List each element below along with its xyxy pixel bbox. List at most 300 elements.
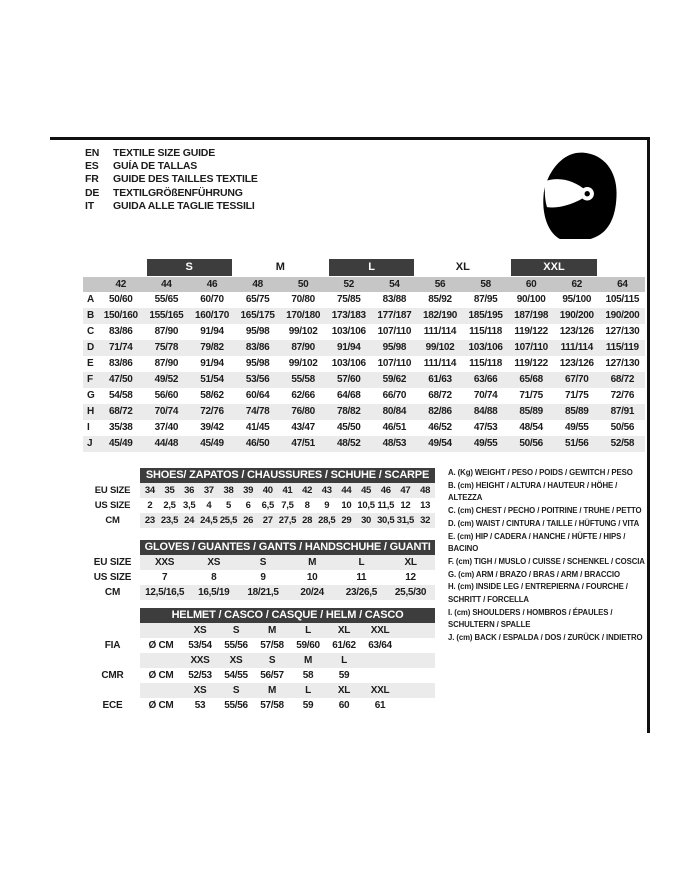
measurement-cell: 72/76 <box>610 390 635 401</box>
measurement-cell: 177/187 <box>372 308 418 324</box>
size-number-cell: 64 <box>600 277 646 292</box>
size-number-cell: 62 <box>554 277 600 292</box>
gloves-row <box>85 555 435 570</box>
filler-cell <box>398 683 435 698</box>
shoes-cell: 24,5 <box>200 515 218 526</box>
shoes-cell: 41 <box>278 483 298 498</box>
helmet-size-label: S <box>218 623 254 638</box>
shoes-cell: 9 <box>324 500 330 511</box>
measurement-cell: 50/60 <box>109 294 133 305</box>
measurement-cell: 58/62 <box>200 390 224 401</box>
measurement-cell: 46/51 <box>382 422 407 433</box>
measurement-cell: 47/51 <box>280 436 326 452</box>
language-code: DE <box>85 186 100 199</box>
shoes-title-row <box>85 468 435 483</box>
measurement-cell: 63/66 <box>463 372 509 388</box>
measurement-cell: 43/47 <box>291 422 315 433</box>
helmet-value-cell: 54/55 <box>224 670 248 681</box>
row-label: H <box>83 404 98 420</box>
measurement-cell: 95/98 <box>245 326 270 337</box>
title-spacer <box>85 540 140 555</box>
legend-item: H. (cm) INSIDE LEG / ENTREPIERNA / FOURCHE / SCHRITT / FORCELLA <box>448 582 628 605</box>
language-title-list <box>85 147 258 213</box>
shoes-cell: 10 <box>341 500 352 511</box>
helmet-icon <box>536 151 620 239</box>
measurement-cell: 64/68 <box>337 390 361 401</box>
language-row <box>85 160 258 173</box>
size-number-cell: 42 <box>98 277 144 292</box>
shoes-cell: 36 <box>179 483 199 498</box>
measurement-cell: 85/89 <box>508 404 554 420</box>
measurement-cell: 68/72 <box>428 390 452 401</box>
language-title: TEXTILGRÖßENFÜHRUNG <box>113 186 243 199</box>
measurement-cell: 46/50 <box>235 436 281 452</box>
shoes-title: SHOES/ ZAPATOS / CHAUSSURES / SCHUHE / SCARPE <box>140 468 435 483</box>
helmet-size-label: L <box>326 653 362 668</box>
helmet-value-cell: 59 <box>302 700 314 711</box>
shoes-cell: 35 <box>160 483 180 498</box>
size-group-row <box>83 258 645 277</box>
measurement-cell: 87/90 <box>154 358 179 369</box>
measurement-cell: 95/100 <box>562 294 592 305</box>
measurement-cell: 170/180 <box>280 308 326 324</box>
helmet-value-cell: 57/58 <box>260 640 284 651</box>
gloves-cell: 20/24 <box>288 585 337 600</box>
shoes-cell: 46 <box>376 483 396 498</box>
measurement-cell: 84/88 <box>463 404 509 420</box>
language-row <box>85 187 258 200</box>
group-spacer <box>600 258 646 277</box>
gloves-cell: 8 <box>211 572 217 583</box>
measurement-cell: 127/130 <box>605 358 640 369</box>
helmet-size-label: S <box>218 683 254 698</box>
measurement-row <box>83 324 645 340</box>
helmet-value-cell: 59 <box>338 670 350 681</box>
measurement-cell: 115/119 <box>600 340 646 356</box>
shoes-cell: 27,5 <box>278 515 297 526</box>
gloves-cell: 25,5/30 <box>386 585 435 600</box>
row-label: EU SIZE <box>94 485 131 496</box>
shoes-cell: 34 <box>140 483 160 498</box>
row-label: F <box>83 372 98 388</box>
helmet-size-label: S <box>254 653 290 668</box>
size-number-cell: 44 <box>144 277 190 292</box>
gloves-cell: 11 <box>356 572 367 583</box>
measurement-cell: 65/68 <box>508 372 554 388</box>
gloves-cell: XL <box>386 555 435 570</box>
measurement-cell: 91/94 <box>200 358 224 369</box>
language-row <box>85 200 258 213</box>
measurement-cell: 68/72 <box>600 372 646 388</box>
language-code: IT <box>85 199 94 212</box>
shoes-cell: 40 <box>258 483 278 498</box>
measurement-cell: 70/80 <box>291 294 315 305</box>
shoes-cell: 4 <box>206 500 212 511</box>
row-label: CMR <box>101 670 124 681</box>
row-label: ECE <box>102 700 123 711</box>
measurement-cell: 187/198 <box>508 308 554 324</box>
language-title: GUIDA ALLE TAGLIE TESSILI <box>113 199 255 212</box>
measurement-cell: 123/126 <box>559 326 594 337</box>
measurement-cell: 52/58 <box>600 436 646 452</box>
measurement-cell: 41/45 <box>245 422 270 433</box>
measurement-cell: 61/63 <box>417 372 463 388</box>
gloves-cell: XS <box>189 555 238 570</box>
measurement-cell: 37/40 <box>154 422 179 433</box>
helmet-value-cell: 61 <box>374 700 386 711</box>
measurement-cell: 155/165 <box>144 308 190 324</box>
gloves-cell: 12,5/16,5 <box>140 585 189 600</box>
gloves-title: GLOVES / GUANTES / GANTS / HANDSCHUHE / GUANTI <box>140 540 435 555</box>
measurement-cell: 55/58 <box>280 372 326 388</box>
measurement-cell: 87/91 <box>600 404 646 420</box>
gloves-cell: M <box>288 555 337 570</box>
gloves-cell: S <box>238 555 287 570</box>
shoes-cell: 39 <box>238 483 258 498</box>
shoes-cell: 27 <box>258 513 278 528</box>
measurement-cell: 79/82 <box>189 340 235 356</box>
measurement-cell: 65/75 <box>245 294 270 305</box>
measurement-cell: 83/86 <box>109 358 133 369</box>
unit-label: Ø CM <box>148 700 174 711</box>
measurement-cell: 99/102 <box>288 326 318 337</box>
helmet-value-cell: 55/56 <box>224 640 248 651</box>
measurement-cell: 67/70 <box>554 372 600 388</box>
helmet-value-cell: 55/56 <box>224 700 248 711</box>
measurement-cell: 51/56 <box>554 436 600 452</box>
row-label: A <box>87 294 94 305</box>
shoes-cell: 28,5 <box>318 515 336 526</box>
measurement-cell: 56/60 <box>154 390 179 401</box>
gloves-size-table <box>85 540 435 600</box>
helmet-value-cell: 58 <box>302 670 314 681</box>
row-label: I <box>87 422 90 433</box>
measurement-cell: 111/114 <box>423 326 457 337</box>
language-row <box>85 173 258 186</box>
measurement-cell: 75/78 <box>144 340 190 356</box>
measurement-cell: 80/84 <box>372 404 418 420</box>
helmet-size-label: L <box>290 623 326 638</box>
helmet-size-label: M <box>254 623 290 638</box>
helmet-value-row <box>85 698 435 713</box>
shoes-cell: 32 <box>415 513 435 528</box>
row-label: C <box>87 326 94 337</box>
language-title: TEXTILE SIZE GUIDE <box>113 147 215 159</box>
shoes-row <box>85 513 435 528</box>
measurement-cell: 87/95 <box>473 294 498 305</box>
measurement-cell: 46/52 <box>428 422 452 433</box>
row-label <box>85 653 140 668</box>
helmet-value-cell: 56/57 <box>260 670 284 681</box>
helmet-title: HELMET / CASCO / CASQUE / HELM / CASCO <box>140 608 435 623</box>
measurement-row <box>83 356 645 372</box>
legend-item: C. (cm) CHEST / PECHO / POITRINE / TRUHE / PETTO <box>448 506 642 516</box>
measurement-cell: 49/52 <box>144 372 190 388</box>
measurement-cell: 111/114 <box>423 358 457 369</box>
row-label: EU SIZE <box>93 557 132 568</box>
helmet-size-label: L <box>290 683 326 698</box>
title-spacer <box>85 608 140 623</box>
size-group-label: XL <box>455 261 470 273</box>
gloves-cell: 16,5/19 <box>189 585 238 600</box>
row-label: D <box>83 340 98 356</box>
size-group-label: XXL <box>511 259 596 276</box>
helmet-size-label: XXL <box>362 623 398 638</box>
language-title: GUÍA DE TALLAS <box>113 160 198 173</box>
measurement-cell: 165/175 <box>235 308 281 324</box>
measurement-cell: 91/94 <box>200 326 224 337</box>
shoes-cell: 6,5 <box>261 500 274 511</box>
legend-item: G. (cm) ARM / BRAZO / BRAS / ARM / BRACCIO <box>448 569 620 579</box>
gloves-title-row <box>85 540 435 555</box>
shoes-cell: 23,5 <box>160 515 179 526</box>
measurement-cell: 173/183 <box>326 308 372 324</box>
measurement-legend <box>448 467 653 645</box>
measurement-row <box>83 340 645 356</box>
measurement-cell: 99/102 <box>288 358 318 369</box>
measurement-cell: 90/100 <box>516 294 546 305</box>
size-number-cell: 56 <box>417 277 463 292</box>
shoes-row <box>85 483 435 498</box>
measurement-cell: 48/53 <box>372 436 418 452</box>
measurement-cell: 47/53 <box>473 422 498 433</box>
legend-item: D. (cm) WAIST / CINTURA / TAILLE / HÜFTUNG / VITA <box>448 518 640 528</box>
measurement-row <box>83 308 645 324</box>
measurement-cell: 62/66 <box>291 390 315 401</box>
measurement-cell: 60/70 <box>200 294 224 305</box>
measurement-cell: 82/86 <box>417 404 463 420</box>
size-number-cell: 46 <box>189 277 235 292</box>
helmet-value-cell: 59/60 <box>296 640 320 651</box>
gloves-cell: XXS <box>140 555 189 570</box>
shoes-cell: 45 <box>356 483 376 498</box>
helmet-size-label: XL <box>326 623 362 638</box>
measurement-row <box>83 404 645 420</box>
filler-cell <box>398 653 435 668</box>
measurement-cell: 75/85 <box>337 294 361 305</box>
measurement-cell: 83/86 <box>109 326 133 337</box>
unit-spacer <box>140 623 182 638</box>
unit-label: Ø CM <box>148 640 174 651</box>
helmet-size-label: M <box>254 683 290 698</box>
frame-top-border <box>50 137 650 140</box>
legend-item: F. (cm) TIGH / MUSLO / CUISSE / SCHENKEL / COSCIA <box>448 556 645 566</box>
helmet-value-cell: 60 <box>338 700 350 711</box>
measurement-cell: 45/49 <box>189 436 235 452</box>
title-spacer <box>85 468 140 483</box>
unit-spacer <box>140 653 182 668</box>
shoes-cell: 24 <box>179 513 199 528</box>
gloves-cell: 12 <box>405 572 416 583</box>
helmet-size-label-row <box>85 683 435 698</box>
legend-item: E. (cm) HIP / CADERA / HANCHE / HÜFTE / HIPS / BACINO <box>448 531 626 554</box>
helmet-size-table <box>85 608 435 713</box>
measurement-cell: 59/62 <box>372 372 418 388</box>
size-number-cell: 54 <box>372 277 418 292</box>
measurement-cell: 57/60 <box>326 372 372 388</box>
measurement-cell: 70/74 <box>144 404 190 420</box>
measurement-cell: 83/86 <box>235 340 281 356</box>
size-number-cell: 60 <box>508 277 554 292</box>
helmet-size-label: M <box>290 653 326 668</box>
helmet-size-label: XS <box>182 623 218 638</box>
measurement-cell: 150/160 <box>98 308 144 324</box>
measurement-cell: 103/106 <box>331 358 366 369</box>
row-label: B <box>83 308 98 324</box>
gloves-cell: 9 <box>260 572 266 583</box>
size-group-header <box>235 258 326 277</box>
measurement-cell: 66/70 <box>382 390 407 401</box>
measurement-cell: 47/50 <box>98 372 144 388</box>
language-code: FR <box>85 173 99 186</box>
measurement-cell: 160/170 <box>189 308 235 324</box>
measurement-cell: 76/80 <box>280 404 326 420</box>
measurement-cell: 45/50 <box>337 422 361 433</box>
row-label: FIA <box>104 640 121 651</box>
measurement-cell: 50/56 <box>610 422 635 433</box>
measurement-cell: 71/75 <box>519 390 543 401</box>
unit-spacer <box>140 683 182 698</box>
measurement-row <box>83 388 645 404</box>
measurement-cell: 39/42 <box>200 422 224 433</box>
row-label: CM <box>105 515 120 526</box>
language-code: ES <box>85 160 99 173</box>
measurement-cell: 49/54 <box>417 436 463 452</box>
size-group-header <box>508 258 599 277</box>
measurement-cell: 72/76 <box>189 404 235 420</box>
size-group-header <box>417 258 508 277</box>
measurement-cell: 78/82 <box>326 404 372 420</box>
shoes-cell: 13 <box>420 500 431 511</box>
gloves-cell: L <box>337 555 386 570</box>
row-label <box>85 623 140 638</box>
helmet-size-label-row <box>85 623 435 638</box>
measurement-cell: 111/114 <box>554 340 600 356</box>
measurement-row <box>83 420 645 436</box>
measurement-cell: 99/102 <box>417 340 463 356</box>
helmet-value-cell: 57/58 <box>260 700 284 711</box>
measurement-cell: 103/106 <box>331 326 366 337</box>
helmet-size-label: XS <box>218 653 254 668</box>
shoes-cell: 31,5 <box>396 515 415 526</box>
shoes-cell: 30 <box>356 513 376 528</box>
helmet-title-row <box>85 608 435 623</box>
measurement-cell: 54/58 <box>109 390 133 401</box>
helmet-value-row <box>85 668 435 683</box>
helmet-size-label: XS <box>182 683 218 698</box>
helmet-value-cell: 52/53 <box>188 670 212 681</box>
shoes-cell: 44 <box>337 483 357 498</box>
helmet-value-row <box>85 638 435 653</box>
filler-cell <box>398 698 435 713</box>
measurement-cell: 105/115 <box>605 294 640 305</box>
shoes-cell: 38 <box>219 483 239 498</box>
size-group-header <box>144 258 235 277</box>
row-label: E <box>87 358 94 369</box>
language-title: GUIDE DES TAILLES TEXTILE <box>113 173 258 186</box>
measurement-cell: 48/54 <box>519 422 543 433</box>
filler-cell <box>398 623 435 638</box>
row-label <box>83 277 98 292</box>
shoes-cell: 6 <box>245 500 251 511</box>
gloves-row <box>85 570 435 585</box>
measurement-cell: 115/118 <box>469 326 503 337</box>
shoes-cell: 25,5 <box>219 515 238 526</box>
unit-label: Ø CM <box>148 670 174 681</box>
measurement-cell: 91/94 <box>326 340 372 356</box>
size-group-header <box>326 258 417 277</box>
measurement-cell: 70/74 <box>473 390 498 401</box>
group-spacer <box>83 258 144 277</box>
measurement-row <box>83 436 645 452</box>
measurement-cell: 107/110 <box>377 326 412 337</box>
measurement-cell: 60/64 <box>245 390 270 401</box>
helmet-value-cell: 63/64 <box>368 640 392 651</box>
textile-size-table <box>83 258 645 452</box>
measurement-cell: 119/122 <box>514 326 548 337</box>
gloves-cell: 18/21,5 <box>238 585 287 600</box>
shoes-size-table <box>85 468 435 528</box>
shoes-cell: 5 <box>225 500 231 511</box>
measurement-cell: 190/200 <box>554 308 600 324</box>
gloves-cell: 23/26,5 <box>337 585 386 600</box>
measurement-cell: 50/56 <box>508 436 554 452</box>
shoes-cell: 3,5 <box>183 500 196 511</box>
shoes-cell: 2,5 <box>163 500 176 511</box>
legend-item: A. (Kg) WEIGHT / PESO / POIDS / GEWITCH / PESO <box>448 468 633 477</box>
gloves-row <box>85 585 435 600</box>
row-label: CM <box>104 587 121 598</box>
row-label <box>85 683 140 698</box>
measurement-cell: 85/92 <box>428 294 452 305</box>
row-label: J <box>83 436 98 452</box>
shoes-cell: 12 <box>400 500 411 511</box>
shoes-cell: 37 <box>199 483 219 498</box>
measurement-cell: 45/49 <box>98 436 144 452</box>
measurement-cell: 74/78 <box>235 404 281 420</box>
measurement-cell: 68/72 <box>98 404 144 420</box>
legend-item: J. (cm) BACK / ESPALDA / DOS / ZURÜCK / INDIETRO <box>448 633 643 643</box>
helmet-size-label: XL <box>326 683 362 698</box>
measurement-cell: 49/55 <box>463 436 509 452</box>
shoes-cell: 11,5 <box>377 500 395 511</box>
size-number-cell: 50 <box>280 277 326 292</box>
measurement-cell: 107/110 <box>377 358 412 369</box>
helmet-size-label: XXL <box>362 683 398 698</box>
measurement-cell: 127/130 <box>605 326 640 337</box>
legend-item: I. (cm) SHOULDERS / HOMBROS / ÉPAULES / SCHULTERN / SPALLE <box>448 607 613 630</box>
language-code: EN <box>85 147 100 159</box>
size-number-cell: 52 <box>326 277 372 292</box>
gloves-cell: 10 <box>306 572 318 583</box>
row-label: US SIZE <box>94 500 131 511</box>
measurement-cell: 190/200 <box>600 308 646 324</box>
measurement-cell: 95/98 <box>372 340 418 356</box>
measurement-cell: 182/190 <box>417 308 463 324</box>
measurement-cell: 71/74 <box>98 340 144 356</box>
size-number-row <box>83 277 645 292</box>
shoes-cell: 43 <box>317 483 337 498</box>
legend-item: B. (cm) HEIGHT / ALTURA / HAUTEUR / HÖHE / ALTEZZA <box>448 480 618 503</box>
measurement-row <box>83 292 645 308</box>
size-number-cell: 48 <box>235 277 281 292</box>
shoes-cell: 23 <box>140 513 160 528</box>
filler-cell <box>398 668 435 683</box>
helmet-value-cell <box>362 668 398 683</box>
row-label: G <box>87 390 95 401</box>
helmet-value-cell: 53 <box>194 700 206 711</box>
size-group-label: L <box>329 259 414 276</box>
